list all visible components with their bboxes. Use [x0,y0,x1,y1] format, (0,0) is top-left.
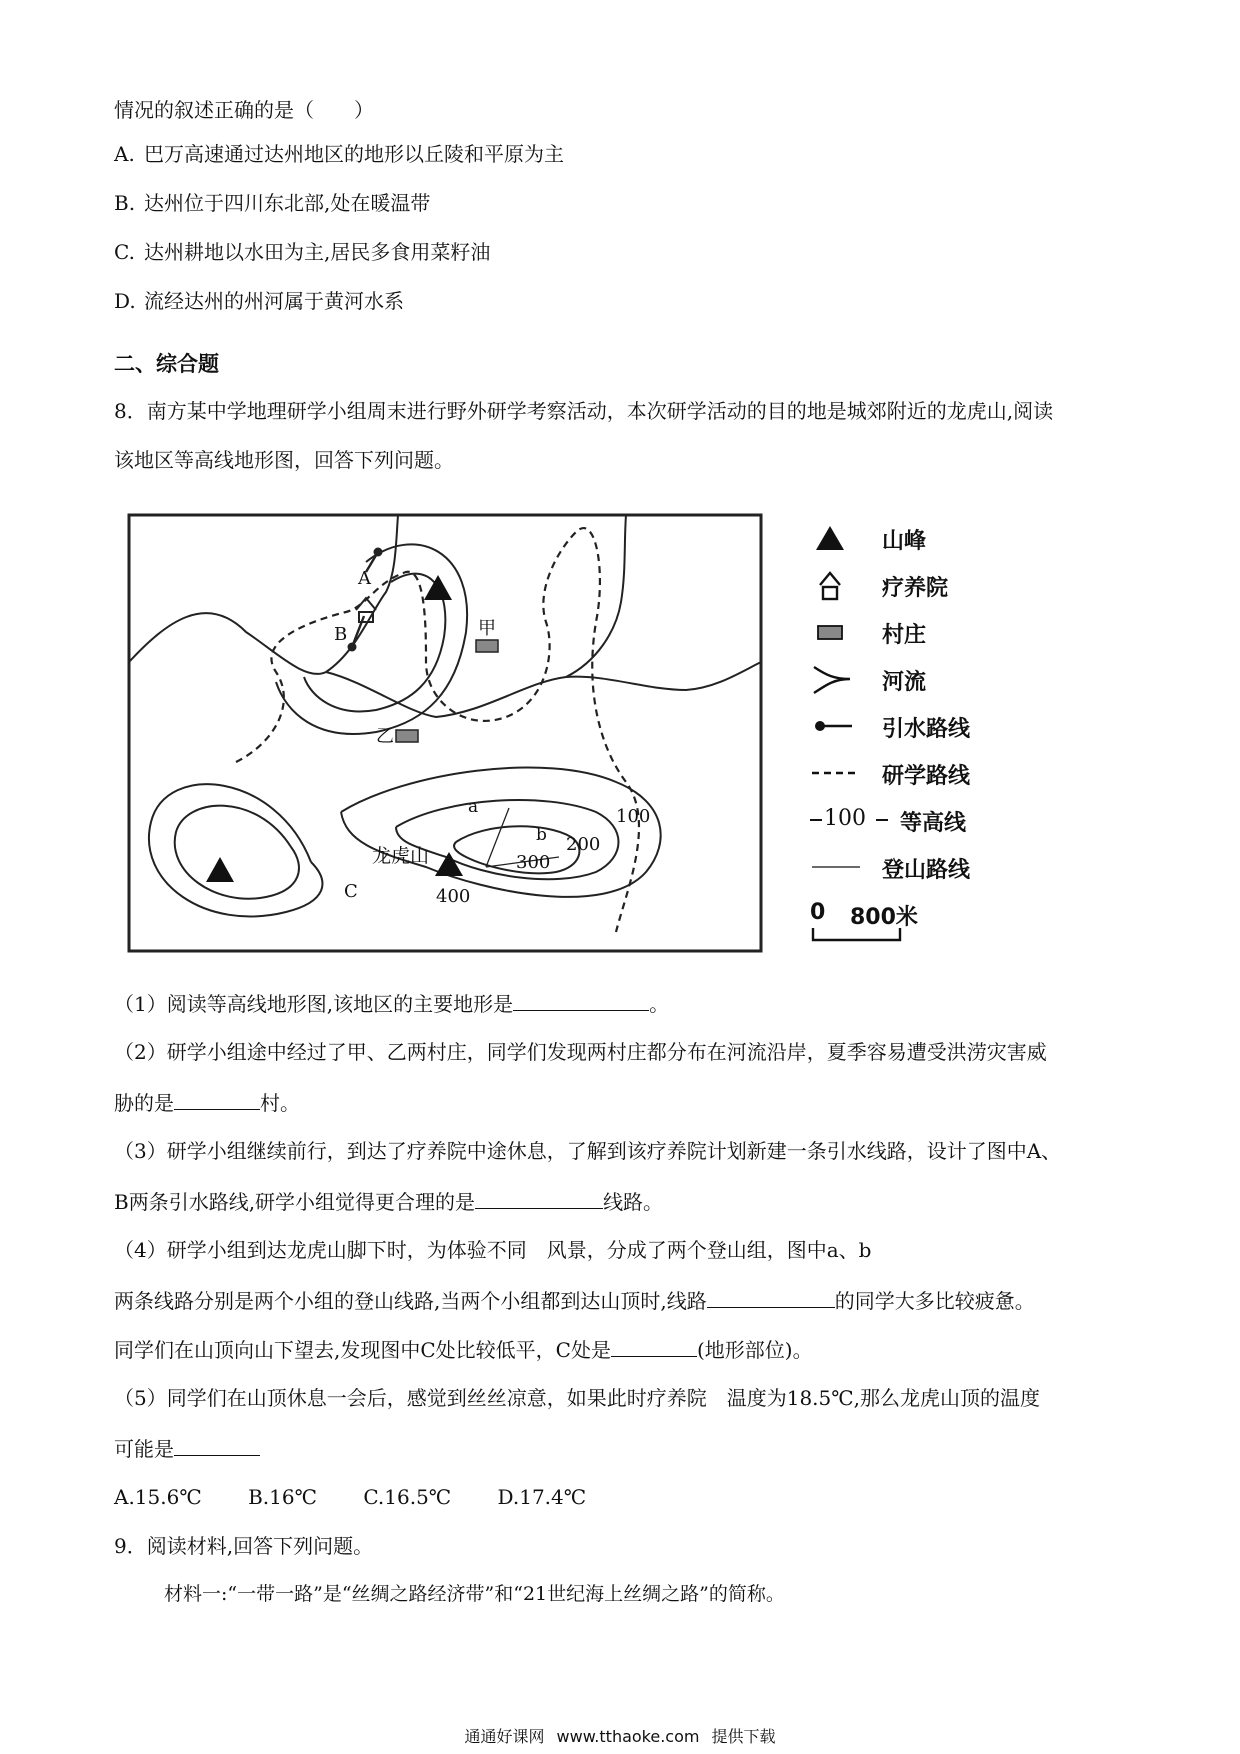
label-point-b: B [334,624,348,645]
choice-c: C.16.5℃ [363,1485,452,1509]
diversion-point-a [374,548,383,557]
contour-map [126,512,766,957]
label-contour-200: 200 [566,834,601,855]
option-text: 达州位于四川东北部,处在暖温带 [144,191,431,215]
sanatorium-symbol-icon [810,567,882,603]
q8-stem-line1: 8．南方某中学地理研学小组周末进行野外研学考察活动，本次研学活动的目的地是城郊附近的龙虎山,阅读 [114,399,1054,423]
village-rect-icon [810,614,882,650]
legend-contour-sample: 100 [824,806,866,831]
legend-row-sanatorium [810,567,1110,603]
answer-blank-2[interactable] [174,1087,260,1110]
sub5-text: 可能是 [114,1437,174,1461]
sub4-line3-start: 同学们在山顶向山下望去,发现图中C处比较低平，C处是 [114,1338,611,1362]
footer-site: 通通好课网 [464,1727,545,1746]
peak-triangle-icon [810,520,882,556]
water-diversion-line-icon [810,708,882,744]
q8-sub5-line2 [114,1433,260,1463]
sub3-start: B两条引水路线,研学小组觉得更合理的是 [114,1190,476,1214]
legend-label: 山峰 [882,529,927,554]
label-point-c: C [344,881,358,902]
q8-sub5-line1: （5）同学们在山顶休息一会后，感觉到丝丝凉意，如果此时疗养院 温度为18.5℃,那么龙虎山顶的温度 [114,1386,1040,1410]
q8-sub5-choices [114,1483,626,1511]
diversion-point-b [348,643,357,652]
sub2-end: 村。 [260,1091,300,1115]
legend-label: 河流 [882,670,927,695]
q8-sub1 [114,988,669,1018]
answer-blank-4a[interactable] [707,1285,835,1308]
choice-d: D.17.4℃ [497,1485,587,1509]
legend-label: 疗养院 [882,576,949,601]
page-footer [0,1724,1240,1747]
legend-row-climbing-route [810,849,1110,885]
q9-material1: 材料一:“一带一路”是“丝绸之路经济带”和“21世纪海上丝绸之路”的简称。 [164,1583,785,1605]
legend-row-research-route [810,755,1110,791]
label-village-jia: 甲 [478,618,496,639]
answer-blank-4b[interactable] [611,1334,697,1357]
legend-row-peak [810,520,1110,556]
village-yi-icon [396,730,418,742]
q8-sub4-line1: （4）研学小组到达龙虎山脚下时，为体验不同 风景，分成了两个登山组，图中a、b [114,1238,872,1262]
sub3-end: 线路。 [603,1190,664,1214]
choice-b: B.16℃ [248,1485,317,1509]
label-point-a: A [358,568,371,589]
q8-sub4-line3 [114,1334,813,1364]
q9-stem: 9．阅读材料,回答下列问题。 [114,1534,374,1558]
map-legend [810,520,1110,950]
label-village-yi: 乙 [376,726,394,747]
scale-distance: 800米 [850,905,918,930]
footer-url[interactable]: www.tthaoke.com [556,1727,700,1746]
scale-zero: 0 [810,900,826,925]
q7-option-a [114,140,564,168]
legend-row-village [810,614,1110,650]
q8-sub3-line2 [114,1186,663,1216]
scale-bar [810,900,1010,950]
legend-row-diversion [810,708,1110,744]
legend-row-river [810,661,1110,697]
option-text: 流经达州的州河属于黄河水系 [144,289,404,313]
q8-stem-line2: 该地区等高线地形图，回答下列问题。 [114,448,454,472]
legend-label: 登山路线 [882,858,971,883]
option-label: C. [114,240,135,264]
answer-blank-5[interactable] [174,1433,260,1456]
sub4-line3-end: (地形部位)。 [696,1338,813,1362]
legend-label: 村庄 [882,623,927,648]
footer-note: 提供下载 [711,1727,776,1746]
option-label: A. [114,142,135,166]
label-contour-400: 400 [436,886,471,907]
answer-blank-3[interactable] [475,1186,603,1209]
sub4-start: 两条线路分别是两个小组的登山线路,当两个小组都到达山顶时,线路 [114,1289,707,1313]
option-label: D. [114,289,136,313]
label-contour-100: 100 [616,806,651,827]
q8-sub3-line1: （3）研学小组继续前行，到达了疗养院中途休息，了解到该疗养院计划新建一条引水线路，设计了图中A、 [114,1139,1062,1163]
q7-option-d [114,287,404,315]
q7-stem-tail: 情况的叙述正确的是（ ） [114,98,374,122]
label-contour-300: 300 [516,852,551,873]
label-mountain-name: 龙虎山 [372,845,430,867]
village-jia-icon [476,640,498,652]
sub1-text: （1）阅读等高线地形图,该地区的主要地形是 [114,992,514,1016]
scale-line-icon [810,926,930,946]
label-route-a: a [468,797,479,817]
sub1-end: 。 [649,992,670,1016]
legend-label: 研学路线 [882,764,971,789]
option-text: 巴万高速通过达州地区的地形以丘陵和平原为主 [144,142,564,166]
river-fork-icon [810,661,882,697]
dashed-line-icon [810,755,882,791]
sub2-start: 胁的是 [114,1091,174,1115]
option-text: 达州耕地以水田为主,居民多食用菜籽油 [144,240,491,264]
section-title: 二、综合题 [114,352,219,376]
label-route-b: b [536,825,547,845]
q7-option-c [114,238,490,266]
answer-blank-1[interactable] [513,988,649,1011]
q8-sub2-line1: （2）研学小组途中经过了甲、乙两村庄，同学们发现两村庄都分布在河流沿岸，夏季容易遭受洪涝灾害威 [114,1040,1047,1064]
q8-sub2-line2 [114,1087,300,1117]
sub4-end: 的同学大多比较疲惫。 [834,1289,1035,1313]
option-label: B. [114,191,136,215]
q7-option-b [114,189,430,217]
legend-label: 等高线 [900,811,967,836]
legend-label: 引水路线 [882,717,971,742]
thin-line-icon [810,849,882,885]
choice-a: A.15.6℃ [114,1485,202,1509]
legend-row-contour [810,802,1110,838]
q8-sub4-line2 [114,1285,1035,1315]
